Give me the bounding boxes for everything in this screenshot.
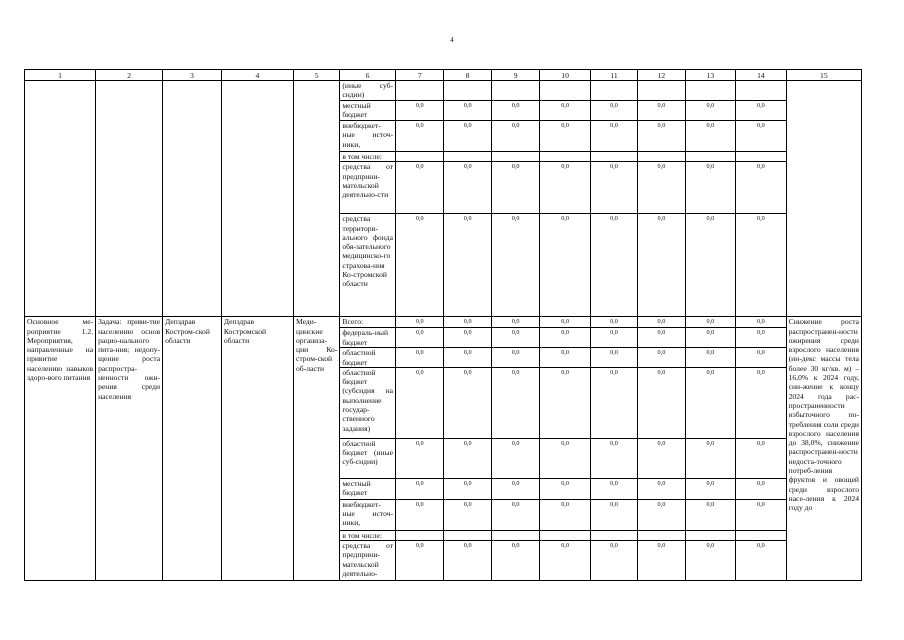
value-cell: 0,0 [736, 541, 787, 581]
value-cell: 0,0 [638, 478, 685, 499]
source-label: в том числе: [340, 152, 396, 162]
value-cell: 0,0 [685, 121, 736, 152]
value-cell: 0,0 [491, 348, 539, 368]
value-cell: 0,0 [540, 499, 591, 530]
value-cell: 0,0 [444, 214, 491, 317]
header-cell: 13 [685, 70, 736, 81]
source-label: в том числе: [340, 530, 396, 540]
coexecutor: Депздрав Костромской области [221, 317, 293, 581]
value-cell: 0,0 [638, 438, 685, 478]
value-cell: 0,0 [540, 541, 591, 581]
value-cell: 0,0 [491, 478, 539, 499]
source-label: внебюджет-ные источ-ники, [340, 499, 396, 530]
value-cell: 0,0 [590, 348, 637, 368]
value-cell [685, 152, 736, 162]
value-cell: 0,0 [540, 348, 591, 368]
value-cell: 0,0 [444, 121, 491, 152]
value-cell [736, 152, 787, 162]
value-cell: 0,0 [685, 348, 736, 368]
value-cell [540, 530, 591, 540]
header-cell: 2 [96, 70, 163, 81]
source-label: областной бюджет (субсидия на выполнение государ-ственного задания) [340, 367, 396, 438]
value-cell: 0,0 [396, 101, 444, 121]
expected-result: Снижение роста распространен-ности ожирения среди взрослого населения (ин-декс массы тела более 30 кг/кв. м) – 16,0% к 2024 году, сни-жение к концу 2024 года рас-пространенности избыточного по-требления соли среди взрослого населения до 38,0%, снижение распространен-ности недоста-точного потреб-ления фруктов и овощей среди взрослого насе-ления к 2024 году до [786, 317, 861, 581]
value-cell: 0,0 [590, 328, 637, 348]
value-cell [540, 81, 591, 101]
header-cell: 8 [444, 70, 491, 81]
value-cell: 0,0 [736, 121, 787, 152]
value-cell: 0,0 [396, 367, 444, 438]
value-cell: 0,0 [444, 101, 491, 121]
value-cell: 0,0 [638, 367, 685, 438]
value-cell: 0,0 [685, 541, 736, 581]
table-row [25, 81, 862, 101]
header-cell: 12 [638, 70, 685, 81]
value-cell: 0,0 [736, 317, 787, 328]
value-cell: 0,0 [491, 438, 539, 478]
value-cell: 0,0 [685, 438, 736, 478]
value-cell [590, 152, 637, 162]
value-cell: 0,0 [638, 121, 685, 152]
value-cell [685, 530, 736, 540]
value-cell: 0,0 [736, 499, 787, 530]
value-cell: 0,0 [590, 121, 637, 152]
value-cell: 0,0 [736, 438, 787, 478]
value-cell: 0,0 [685, 101, 736, 121]
empty-cell [294, 81, 340, 317]
value-cell: 0,0 [396, 478, 444, 499]
budget-table [24, 69, 862, 581]
value-cell: 0,0 [736, 367, 787, 438]
value-cell: 0,0 [590, 101, 637, 121]
source-label: средства от предприни-мательской деятельно- [340, 541, 396, 581]
value-cell [685, 81, 736, 101]
source-label: средства от предприни-мательской деятельно-сти [340, 162, 396, 214]
header-cell: 1 [25, 70, 96, 81]
header-cell: 9 [491, 70, 539, 81]
value-cell: 0,0 [540, 328, 591, 348]
value-cell: 0,0 [540, 214, 591, 317]
value-cell [444, 152, 491, 162]
value-cell: 0,0 [444, 541, 491, 581]
value-cell: 0,0 [685, 478, 736, 499]
source-label: федераль-ный бюджет [340, 328, 396, 348]
value-cell: 0,0 [491, 541, 539, 581]
value-cell [444, 81, 491, 101]
header-cell: 3 [163, 70, 222, 81]
value-cell: 0,0 [396, 438, 444, 478]
header-cell: 15 [786, 70, 861, 81]
empty-cell [786, 81, 861, 317]
value-cell: 0,0 [491, 162, 539, 214]
source-label: средства территори-ального фонда обя-зательного медицинско-го страхова-ния Ко-стромской области [340, 214, 396, 317]
value-cell: 0,0 [590, 214, 637, 317]
value-cell: 0,0 [638, 328, 685, 348]
value-cell: 0,0 [396, 317, 444, 328]
value-cell: 0,0 [396, 214, 444, 317]
value-cell: 0,0 [590, 541, 637, 581]
value-cell: 0,0 [444, 367, 491, 438]
value-cell: 0,0 [491, 499, 539, 530]
header-row [25, 70, 862, 81]
value-cell: 0,0 [590, 499, 637, 530]
value-cell [540, 152, 591, 162]
value-cell: 0,0 [736, 478, 787, 499]
value-cell: 0,0 [491, 101, 539, 121]
value-cell [736, 530, 787, 540]
value-cell: 0,0 [638, 541, 685, 581]
value-cell: 0,0 [491, 121, 539, 152]
source-label: (иные суб-сидии) [340, 81, 396, 101]
value-cell [396, 530, 444, 540]
value-cell [444, 530, 491, 540]
value-cell: 0,0 [444, 348, 491, 368]
value-cell: 0,0 [590, 317, 637, 328]
header-cell: 11 [590, 70, 637, 81]
value-cell: 0,0 [444, 438, 491, 478]
value-cell: 0,0 [396, 162, 444, 214]
value-cell [638, 81, 685, 101]
value-cell: 0,0 [540, 121, 591, 152]
table-row [25, 317, 862, 328]
value-cell: 0,0 [444, 328, 491, 348]
responsible-executor: Депздрав Костром-ской области [163, 317, 222, 581]
source-label: местный бюджет [340, 478, 396, 499]
value-cell: 0,0 [396, 348, 444, 368]
value-cell: 0,0 [590, 478, 637, 499]
source-label: внебюджет-ные источ-ники, [340, 121, 396, 152]
value-cell: 0,0 [638, 214, 685, 317]
empty-cell [221, 81, 293, 317]
header-cell: 6 [340, 70, 396, 81]
value-cell: 0,0 [685, 317, 736, 328]
value-cell: 0,0 [540, 478, 591, 499]
value-cell: 0,0 [444, 499, 491, 530]
header-cell: 5 [294, 70, 340, 81]
value-cell: 0,0 [491, 367, 539, 438]
value-cell: 0,0 [638, 101, 685, 121]
value-cell: 0,0 [685, 499, 736, 530]
value-cell [736, 81, 787, 101]
value-cell: 0,0 [540, 367, 591, 438]
value-cell: 0,0 [590, 162, 637, 214]
value-cell: 0,0 [396, 541, 444, 581]
page-number: 4 [450, 36, 454, 44]
value-cell [590, 530, 637, 540]
value-cell [491, 530, 539, 540]
value-cell [638, 530, 685, 540]
value-cell: 0,0 [540, 317, 591, 328]
value-cell [590, 81, 637, 101]
task-description: Задача: приви-тие населению основ рацио-нального пита-ния; недопу-щение роста распростра-ненности ожи-рения среди населения [96, 317, 163, 581]
value-cell: 0,0 [638, 162, 685, 214]
header-cell: 14 [736, 70, 787, 81]
value-cell: 0,0 [491, 214, 539, 317]
header-cell: 4 [221, 70, 293, 81]
value-cell: 0,0 [444, 162, 491, 214]
value-cell: 0,0 [491, 328, 539, 348]
value-cell: 0,0 [736, 162, 787, 214]
empty-cell [163, 81, 222, 317]
value-cell: 0,0 [540, 101, 591, 121]
participants: Меди-цинские организа-ции Ко-стром-ской об-ласти [294, 317, 340, 581]
value-cell [491, 81, 539, 101]
value-cell [638, 152, 685, 162]
source-label: областной бюджет (иные суб-сидии) [340, 438, 396, 478]
value-cell: 0,0 [685, 328, 736, 348]
value-cell: 0,0 [638, 348, 685, 368]
value-cell: 0,0 [396, 499, 444, 530]
value-cell: 0,0 [736, 328, 787, 348]
value-cell: 0,0 [590, 438, 637, 478]
value-cell: 0,0 [736, 214, 787, 317]
header-cell: 10 [540, 70, 591, 81]
value-cell: 0,0 [396, 328, 444, 348]
value-cell: 0,0 [491, 317, 539, 328]
value-cell: 0,0 [685, 214, 736, 317]
value-cell: 0,0 [736, 348, 787, 368]
value-cell: 0,0 [685, 162, 736, 214]
value-cell [491, 152, 539, 162]
value-cell [396, 152, 444, 162]
value-cell: 0,0 [444, 478, 491, 499]
value-cell: 0,0 [396, 121, 444, 152]
empty-cell [25, 81, 96, 317]
value-cell: 0,0 [540, 438, 591, 478]
value-cell [396, 81, 444, 101]
activity-name: Основное ме-роприятие 1.2. Мероприятия, направленные на привитие населению навыков здоро-вого питания [25, 317, 96, 581]
empty-cell [96, 81, 163, 317]
source-label: Всего: [340, 317, 396, 328]
value-cell: 0,0 [444, 317, 491, 328]
value-cell: 0,0 [736, 101, 787, 121]
value-cell: 0,0 [590, 367, 637, 438]
value-cell: 0,0 [638, 317, 685, 328]
source-label: местный бюджет [340, 101, 396, 121]
header-cell: 7 [396, 70, 444, 81]
value-cell: 0,0 [685, 367, 736, 438]
source-label: областной бюджет [340, 348, 396, 368]
value-cell: 0,0 [638, 499, 685, 530]
value-cell: 0,0 [540, 162, 591, 214]
